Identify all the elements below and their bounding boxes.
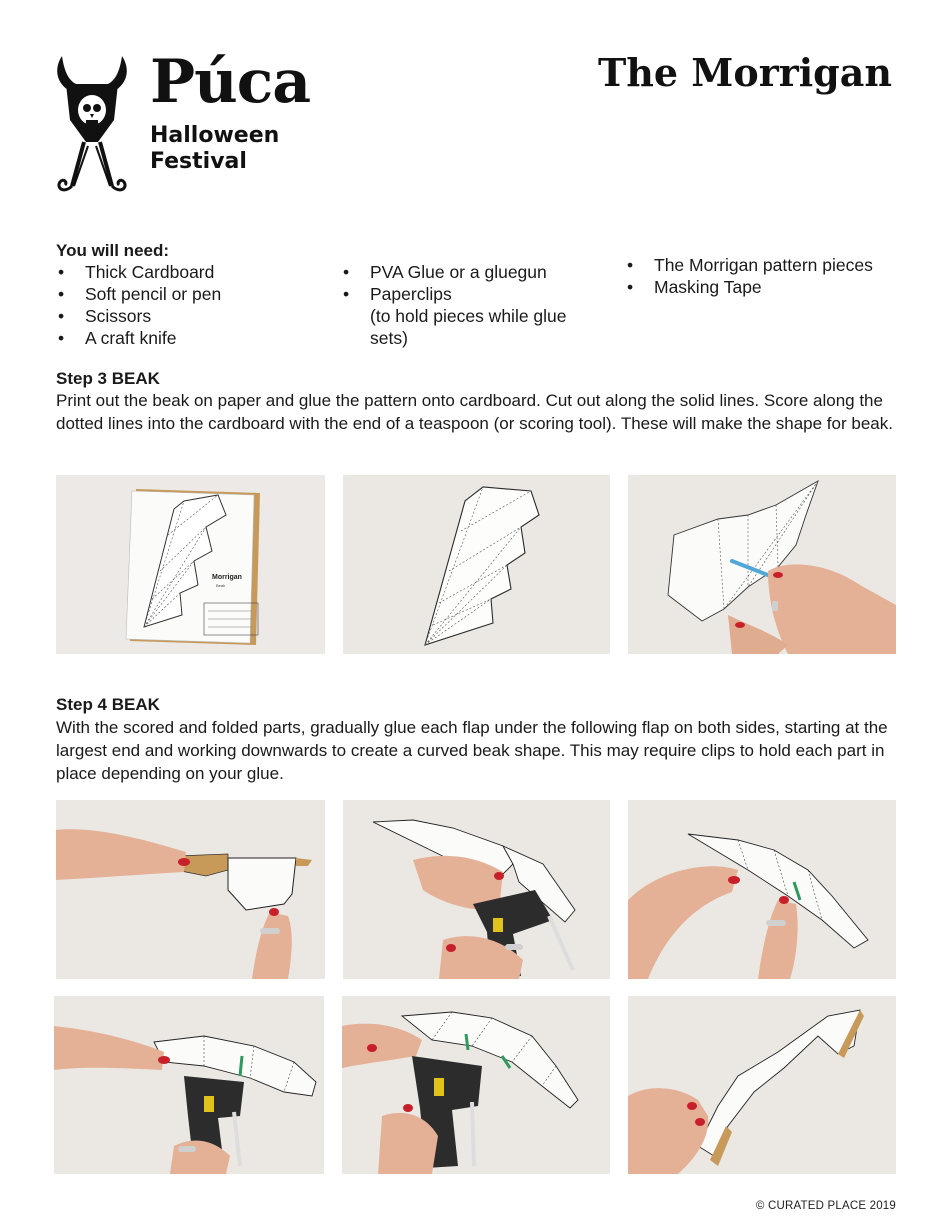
needs-list-column-3: [625, 254, 925, 298]
copyright-footer: © CURATED PLACE 2019: [755, 1200, 896, 1212]
photo-scoring-lines: [628, 475, 896, 654]
brand-name: Púca: [150, 47, 311, 117]
list-item: • Thick Cardboard: [56, 261, 316, 283]
step4-instructions: With the scored and folded parts, gradually glue each flap under the following flap on both sides, starting at the largest end and working downwards to create a curved beak shape. This may require clips to hold each part in place depending on your glue.: [56, 718, 888, 783]
page-title: The Morrigan: [597, 50, 892, 95]
list-item: • PVA Glue or a gluegun: [341, 261, 601, 283]
photo-gluing-with-gun-2: [54, 996, 324, 1174]
list-item: • Soft pencil or pen: [56, 283, 316, 305]
list-item: • Masking Tape: [625, 276, 925, 298]
needs-heading: You will need:: [56, 241, 170, 260]
list-item: • A craft knife: [56, 327, 316, 349]
photo-clipped-beak-1: [628, 800, 896, 979]
list-item: • Scissors: [56, 305, 316, 327]
photo-gluing-with-gun-1: [343, 800, 610, 979]
needs-list-column-2: [341, 261, 601, 349]
needs-list-column-1: [56, 261, 316, 349]
step3-instructions: Print out the beak on paper and glue the pattern onto cardboard. Cut out along the solid lines. Score along the dotted lines into the cardboard with the end of a teaspoon (or scoring tool). These will make the shape for beak.: [56, 391, 893, 433]
photo-folding-beak-1: [56, 800, 325, 979]
brand-subtitle-line2: Festival: [150, 149, 247, 174]
photo-pattern-on-cardboard: [56, 475, 325, 654]
puca-logo-mark-icon: [54, 54, 130, 196]
list-item: • The Morrigan pattern pieces: [625, 254, 925, 276]
step3-heading: Step 3 BEAK: [56, 369, 160, 388]
pattern-label: Morrigan: [212, 574, 242, 581]
brand-subtitle-line1: Halloween: [150, 123, 280, 148]
photo-gluing-with-gun-3: [342, 996, 610, 1174]
list-item: • Paperclips (to hold pieces while glue sets): [341, 283, 601, 349]
photo-cut-out-beak: [343, 475, 610, 654]
step4-heading: Step 4 BEAK: [56, 695, 160, 714]
photo-finished-curved-beak: [628, 996, 896, 1174]
pattern-sublabel: Beak: [216, 583, 226, 588]
